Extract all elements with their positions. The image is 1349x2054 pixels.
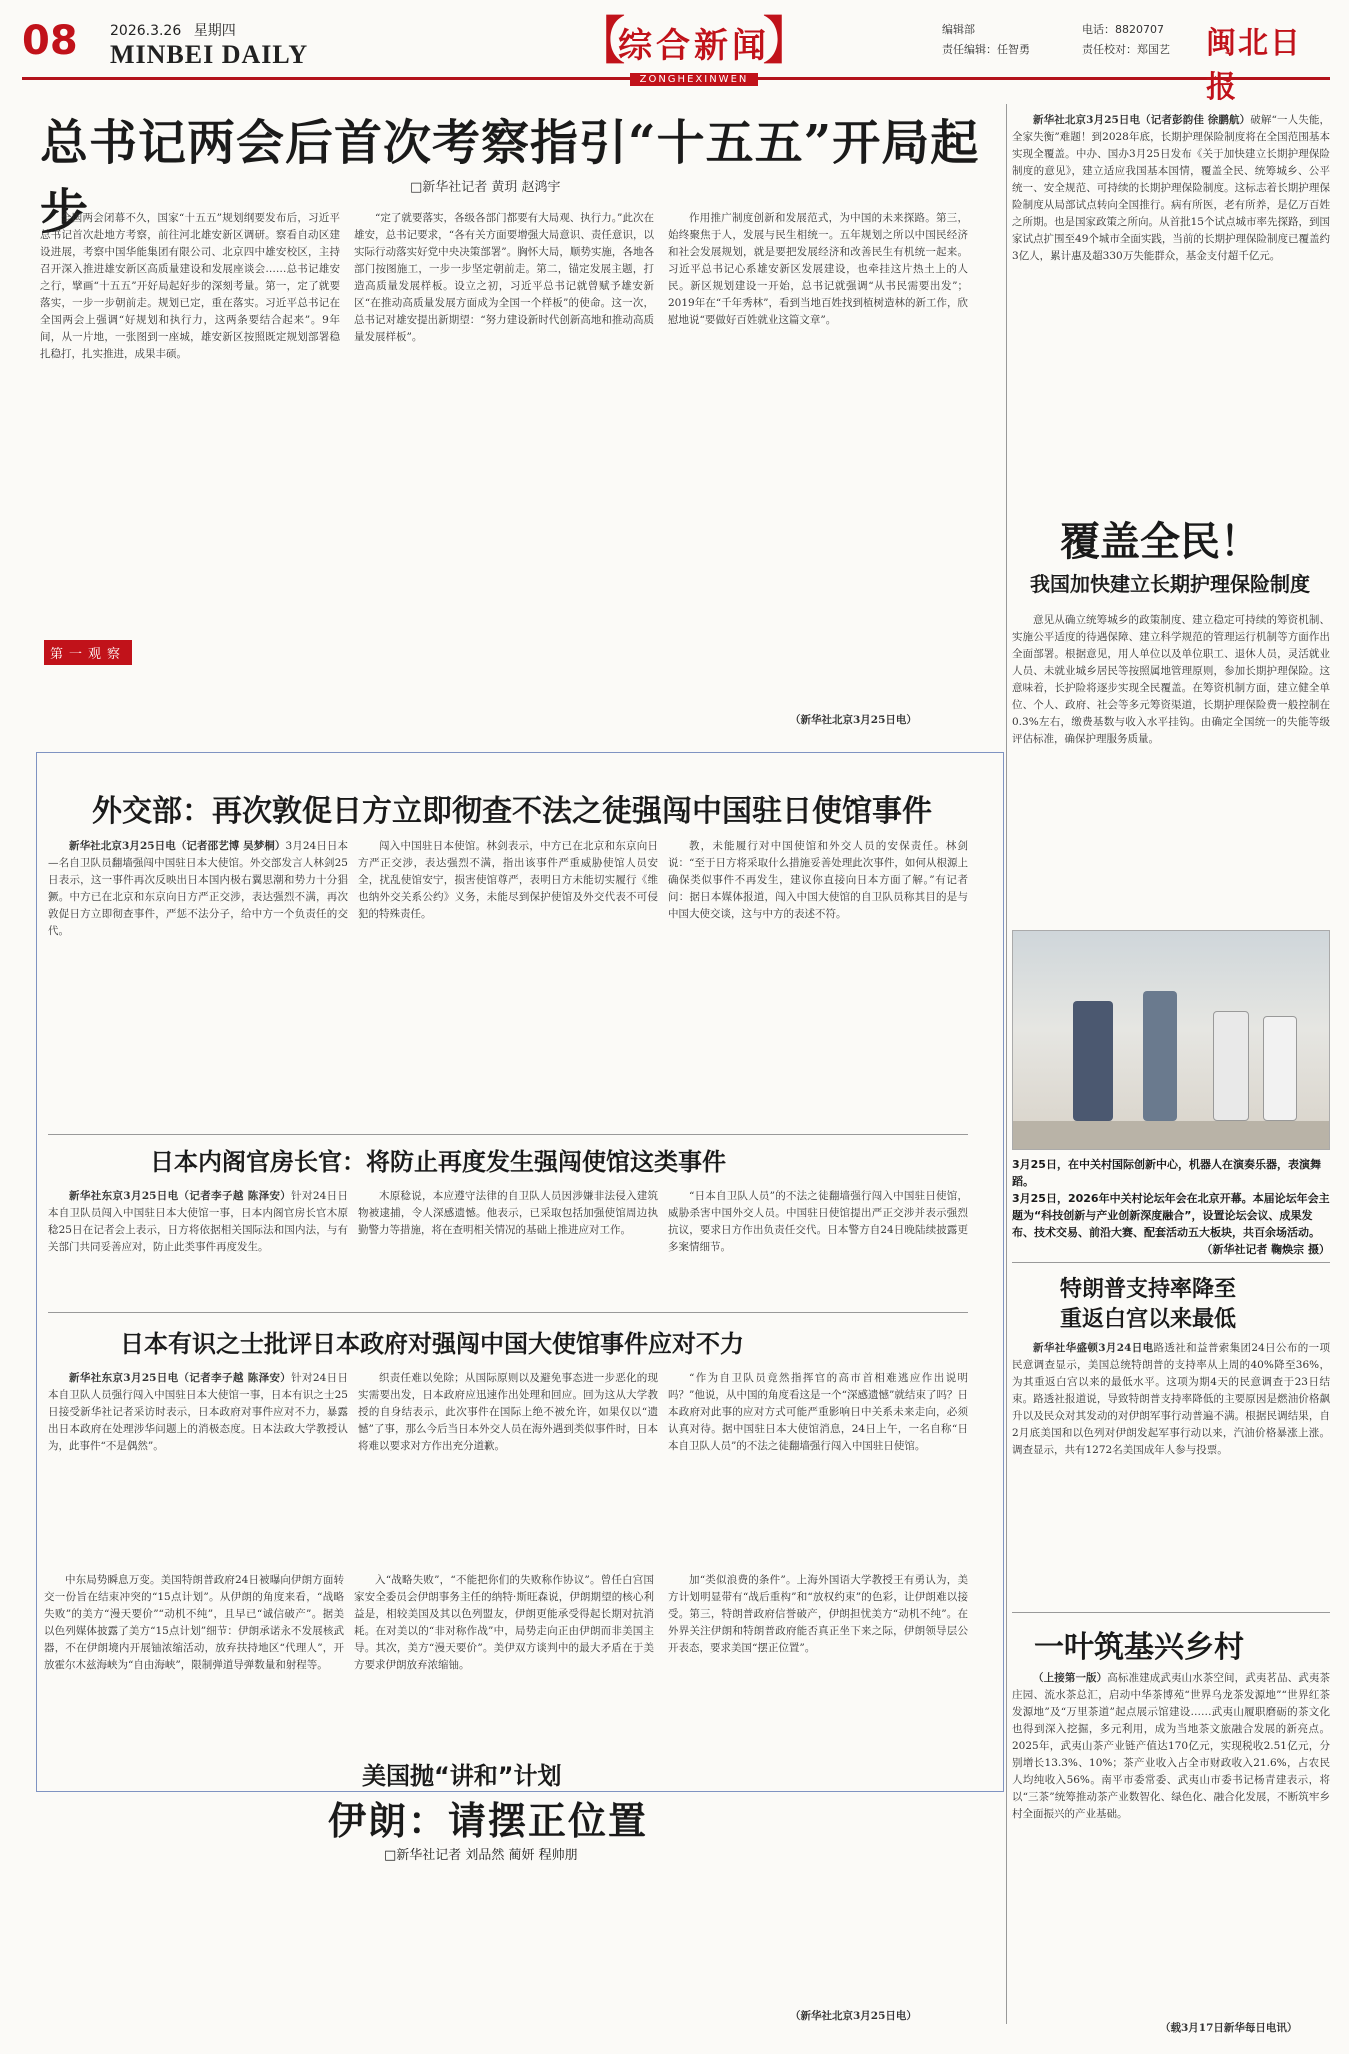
trump-body-text: 新华社华盛顿3月24日电路透社和益普索集团24日公布的一项民意调查显示，美国总统特朗普的支持率从上周的40%降至36%，为其重返白宫以来的最低水平。这项为期4天的民意调查于23日结束。路透社报道说，导致特朗普支持率降低的主要原因是燃油价格飙升以及民众对其发动的对伊朗军事行动普遍不满。根据民调结果，自2月底美国和以色列对伊朗发起军事行动以来，汽油价格暴涨上涨。调查显示，共有1272名美国成年人参与投票。 [1012, 1342, 1330, 1456]
critics-column-2 [358, 1370, 658, 1550]
stage-floor [1013, 1121, 1330, 1150]
mfa-column-3-text: 教，未能履行对中国使馆和外交人员的安保责任。林剑说：“至于日方将采取什么措施妥善处理此次事件，如何从根源上确保类似事件不再发生，建议你直接向日本方面了解。”有记者问：据日本媒体报道，闯入中国大使馆的自卫队员称其目的是与中国大使交谈，这与中方的表述不符。 [668, 840, 968, 920]
editor-info [942, 20, 1030, 60]
mfa-dateline: 新华社北京3月25日电（记者邵艺博 吴梦桐）3月24日日本—名自卫队员翻墙强闯中国驻日本大使馆。外交部发言人林剑25日表示，这一事件再次反映出日本国内极右翼思潮和势力十分猖獗。中方已在北京和东京向日方严正交涉，表达强烈不满，再次敦促日方立即彻查事件，严惩不法分子，给中方一个负责任的交代。 [48, 840, 348, 937]
tea-credit: （载3月17日新华每日电讯） [1160, 2022, 1298, 2034]
lead-column-1-text: 全国两会闭幕不久，国家“十五五”规划纲要发布后，习近平总书记首次赴地方考察，前往河北雄安新区调研。察看自动区建设进展，考察中国华能集团有限公司、北京四中雄安校区，主持召开深入推进雄安新区高质量建设和发展座谈会……总书记雄安之行，擘画“十五五”开好局起好步的深刻考量。第一，定了就要落实，一步一步朝前走。规划已定，重在落实。习近平总书记在全国两会上强调“好规划和执行力，这两条要结合起来”。9年间，从一片地，一张图到一座城，雄安新区按照既定规划部署稳扎稳打，扎实推进，成果丰硕。 [40, 212, 340, 360]
critics-dateline: 新华社东京3月25日电（记者李子越 陈泽安）针对24日日本自卫队人员强行闯入中国驻日本大使馆一事，日本有识之士25日接受新华社记者采访时表示，日本政府对事件应对不力，暴露出日本政府在处理涉华问题上的消极态度。日本法政大学教授认为，此事件“不是偶然”。 [48, 1372, 348, 1452]
critics-column-2-text: 织责任难以免除；从国际原则以及避免事态进一步恶化的现实需要出发，日本政府应迅速作出处理和回应。回为这从大学教授的自身结表示，此次事件在国际上绝不被允许，如果仅以“遗憾”了事，那么今后当日本外交人员在海外遇到类似事件时，日本将难以要求对方作出充分道歉。 [358, 1372, 658, 1452]
masthead [22, 12, 1330, 105]
critics-column-1 [48, 1370, 348, 1550]
tea-body-text: （上接第一版）高标准建成武夷山水茶空间，武夷茗品、武夷茶庄园、流水茶总汇，启动中华茶博苑“世界乌龙茶发源地”“世界红茶发源地”及“万里茶道”起点展示馆建设……武夷山履职磨砺的茶文化也得到深入挖掘，多元利用，成为当地茶文旅融合发展的新亮点。2025年，武夷山茶产业链产值达170亿元，实现税收2.51亿元，分别增长13.3%、10%；茶产业收入占全市财政收入21.6%，占农民人均纯收入56%。南平市委常委、武夷山市委书记杨青建表示，将以“三茶”统筹推动茶产业数智化、绿色化、融合化发展，不断筑牢乡村全面振兴的产业基础。 [1012, 1672, 1330, 1820]
cabinet-column-2 [358, 1188, 658, 1308]
critics-column-3-text: “作为自卫队员竟然指挥官的高市首相难逃应作出说明吗？”他说，从中国的角度看这是一个“深感遗憾”就结束了吗？日本政府对此事的应对方式可能严重影响日中关系未来走向，必须认真对待。据中国驻日本大使馆消息，24日上午，一名自称“日本自卫队人员”的不法之徒翻墙强行闯入中国驻日使馆。 [668, 1372, 968, 1452]
column-divider [1006, 104, 1007, 2024]
robot-figure [1213, 1011, 1249, 1121]
photo-caption [1012, 1156, 1330, 1258]
bracket-right-icon: 】 [761, 12, 814, 72]
iran-credit: （新华社北京3月25日电） [790, 2010, 917, 2022]
iran-column-3 [668, 1572, 968, 2002]
trump-body [1012, 1340, 1330, 1605]
observation-tag: 第一观察 [44, 640, 132, 665]
section-divider [1012, 1262, 1330, 1263]
mfa-column-1 [48, 838, 348, 1128]
iran-headline: 伊朗：请摆正位置 [328, 1799, 649, 1843]
lead-column-3 [668, 210, 968, 705]
photo-credit: （新华社记者 鞠焕宗 摄） [1201, 1243, 1330, 1256]
paper-logo: 闽北日报 [1206, 26, 1302, 105]
cabinet-headline: 日本内阁官房长官：将防止再度发生强闯使馆这类事件 [150, 1148, 726, 1176]
trump-headline-line2: 重返白宫以来最低 [1060, 1307, 1237, 1332]
editor-dept: 编辑部 [942, 23, 975, 36]
ltc-intro [1012, 112, 1330, 502]
ltc-intro-text: 新华社北京3月25日电（记者彭韵佳 徐鹏航）破解“一人失能，全家失衡”难题！到2028年底，长期护理保险制度将在全国范围基本实现全覆盖。中办、国办3月25日发布《关于加快建立长期护理保险制度的意见》，建立适应我国基本国情，覆盖全民、统筹城乡、公平统一、安全规范、可持续的长期护理保险制度。这标志着长期护理保险制度从局部试点转向全国推行。病有所医，老有所养，是亿万百姓之所期。也是国家政策之所向。从首批15个试点城市率先探路，到国家试点扩围至49个城市全面实践，当前的长期护理保险制度已覆盖约3亿人，累计惠及超330万失能群众，基金支付超千亿元。 [1012, 114, 1330, 262]
lead-headline: 总书记两会后首次考察指引“十五五”开局起步 [40, 115, 980, 240]
mfa-column-2 [358, 838, 658, 1128]
lead-column-3-text: 作用推广制度创新和发展范式，为中国的未来探路。第三，始终聚焦于人，发展与民生相统一。五年规划之所以中国民经济和社会发展规划，就是要把发展经济和改善民生有机统一起来。习近平总书记心系雄安新区发展建设，也牵挂这片热土上的人民。新区规划建设一开始，总书记就强调“从书民需要出发”；2019年在“千年秀林”，看到当地百姓找到植树造林的新工作，欣慰地说“要做好百姓就业这篇文章”。 [668, 212, 968, 326]
date: 2026.3.26 [110, 23, 182, 39]
tea-headline: 一叶筑基兴乡村 [1034, 1630, 1244, 1665]
editor: 责任编辑：任智勇 [942, 43, 1030, 56]
lead-column-1 [40, 210, 340, 640]
iran-headline-kicker: 美国抛“讲和”计划 [362, 1762, 562, 1790]
coverage-subheadline: 我国加快建立长期护理保险制度 [1030, 572, 1310, 596]
cabinet-dateline: 新华社东京3月25日电（记者李子越 陈泽安）针对24日日本自卫队员闯入中国驻日本大使馆一事，日本内阁官房长官木原稔25日在记者会上表示，日方将依据相关国际法和国内法，与有关部门共同妥善应对，防止此类事件再度发生。 [48, 1190, 348, 1253]
critics-headline: 日本有识之士批评日本政府对强闯中国大使馆事件应对不力 [120, 1330, 744, 1358]
iran-column-1 [44, 1572, 344, 2022]
photo-caption-line1: 3月25日，在中关村国际创新中心，机器人在演奏乐器，表演舞蹈。 [1012, 1158, 1321, 1188]
proofreader: 责任校对：郑国艺 [1082, 43, 1170, 56]
coverage-body-text: 意见从确立统筹城乡的政策制度、建立稳定可持续的筹资机制、实施公平适度的待遇保障、建立科学规范的管理运行机制等方面作出全面部署。根据意见，用人单位以及单位职工、退休人员，灵活就业人员、未就业城乡居民等按照属地管理原则，参加长期护理保险。这意味着，长护险将逐步实现全民覆盖。在筹资机制方面，建立健全单位、个人、政府、社会等多元筹资渠道，长期护理保险费一般控制在0.3%左右，缴费基数与收入水平挂钩。由确定全国统一的失能等级评估标准，确保护理服务质量。 [1012, 614, 1330, 745]
section-divider [1012, 1612, 1330, 1613]
critics-column-3 [668, 1370, 968, 1550]
phone-info [1082, 20, 1170, 60]
page-number: 08 [22, 18, 78, 64]
paper-name-en: MINBEI DAILY [110, 40, 309, 69]
cabinet-column-2-text: 木原稔说，本应遵守法律的自卫队人员因涉嫌非法侵入建筑物被逮捕，令人深感遗憾。他表示，已采取包括加强使馆周边执勤警力等措施，将在查明相关情况的基础上推进应对工作。 [358, 1190, 658, 1236]
iran-column-2-text: 入“战略失败”，“不能把你们的失败称作协议”。曾任白宫国家安全委员会伊朗事务主任的纳特·斯旺森说，伊朗期望的核心利益是，相较美国及其以色列盟友，伊朗更能承受得起长期对抗消耗。在对美以的“非对称作战”中，局势走向正由伊朗而非美国主导。其次，美方“漫天要价”。美伊双方谈判中的最大矛盾在于美方要求伊朗放弃浓缩铀。 [354, 1574, 654, 1671]
trump-headline-line1: 特朗普支持率降至 [1060, 1277, 1237, 1302]
iran-byline: □新华社记者 刘品然 蔺妍 程帅朋 [384, 1848, 578, 1863]
mfa-column-3 [668, 838, 968, 1128]
tea-body [1012, 1670, 1330, 2015]
forum-photo [1012, 930, 1330, 1150]
weekday: 星期四 [193, 23, 236, 39]
section-divider [48, 1312, 968, 1313]
cabinet-column-1 [48, 1188, 348, 1308]
cabinet-column-3-text: “日本自卫队人员”的不法之徒翻墙强行闯入中国驻日使馆，威胁杀害中国外交人员。中国驻日使馆提出严正交涉并表示强烈抗议，要求日方作出负责任交代。日本警方自24日晚陆续披露更多案情细节。 [668, 1190, 968, 1253]
iran-column-3-text: 加“类似浪费的条件”。上海外国语大学教授王有勇认为，美方计划明显带有“战后重构”和“放权约束”的色彩，让伊朗难以接受。第三，特朗普政府信誉破产，伊朗担忧美方“动机不纯”。在外界关注伊朗和特朗普政府能否真正坐下来之际，伊朗领导层公开表态，要求美国“摆正位置”。 [668, 1574, 968, 1654]
section-divider [48, 1134, 968, 1135]
iran-column-2-top [354, 1572, 654, 1750]
iran-column-1-text: 中东局势瞬息万变。美国特朗普政府24日被曝向伊朗方面转交一份旨在结束冲突的“15点计划”。从伊朗的角度来看，“战略失败”的美方“漫天要价”“动机不纯”，且早已“诚信破产”。据美以色列媒体披露了美方“15点计划”细节：伊朗承诺永不发展核武器，不在伊朗境内开展铀浓缩活动，放弃扶持地区“代理人”，开放霍尔木兹海峡为“自由海峡”，限制弹道导弹数量和射程等。 [44, 1574, 344, 1671]
robot-figure [1073, 1001, 1113, 1121]
cabinet-column-3 [668, 1188, 968, 1308]
section-title [574, 12, 814, 85]
lead-column-2-text: “定了就要落实，各级各部门都要有大局观、执行力。”此次在雄安，总书记要求，“各有关方面要增强大局意识、责任意识，以实际行动落实好党中央决策部署”。胸怀大局，顺势实施，各地各部门按图施工，一步一步坚定朝前走。第二，锚定发展主题，打造高质量发展样板。设立之初，习近平总书记就曾赋予雄安新区“在推动高质量发展方面成为全国一个样板”的使命。这一次，总书记对雄安提出新期望：“努力建设新时代创新高地和推动高质量发展样板”。 [354, 212, 654, 343]
robot-figure [1143, 991, 1177, 1121]
robot-figure [1263, 1016, 1297, 1121]
lead-column-2 [354, 210, 654, 730]
issue-date [110, 20, 236, 40]
mfa-headline: 外交部：再次敦促日方立即彻查不法之徒强闯中国驻日使馆事件 [92, 794, 932, 829]
lead-credit: （新华社北京3月25日电） [790, 714, 917, 726]
phone: 电话：8820707 [1082, 23, 1164, 36]
lead-byline: □新华社记者 黄玥 赵鸿宇 [410, 180, 561, 195]
coverage-headline: 覆盖全民！ [1060, 519, 1260, 565]
coverage-body [1012, 612, 1330, 922]
bracket-left-icon: 【 [574, 12, 627, 72]
mfa-column-2-text: 闯入中国驻日本使馆。林剑表示，中方已在北京和东京向日方严正交涉，表达强烈不满，指出该事件严重威胁使馆人员安全，扰乱使馆安宁，损害使馆尊严，表明日方未能切实履行《维也纳外交关系公约》义务，未能尽到保护使馆及外交代表不可侵犯的特殊责任。 [358, 840, 658, 920]
section-name-cn: 综合新闻 [618, 26, 770, 66]
section-name-en: ZONGHEXINWEN [630, 73, 759, 86]
photo-caption-line2: 3月25日，2026年中关村论坛年会在北京开幕。本届论坛年会主题为“科技创新与产业创新深度融合”，设置论坛会议、成果发布、技术交易、前沿大赛、配套活动五大板块，共百余场活动。 [1012, 1192, 1330, 1239]
